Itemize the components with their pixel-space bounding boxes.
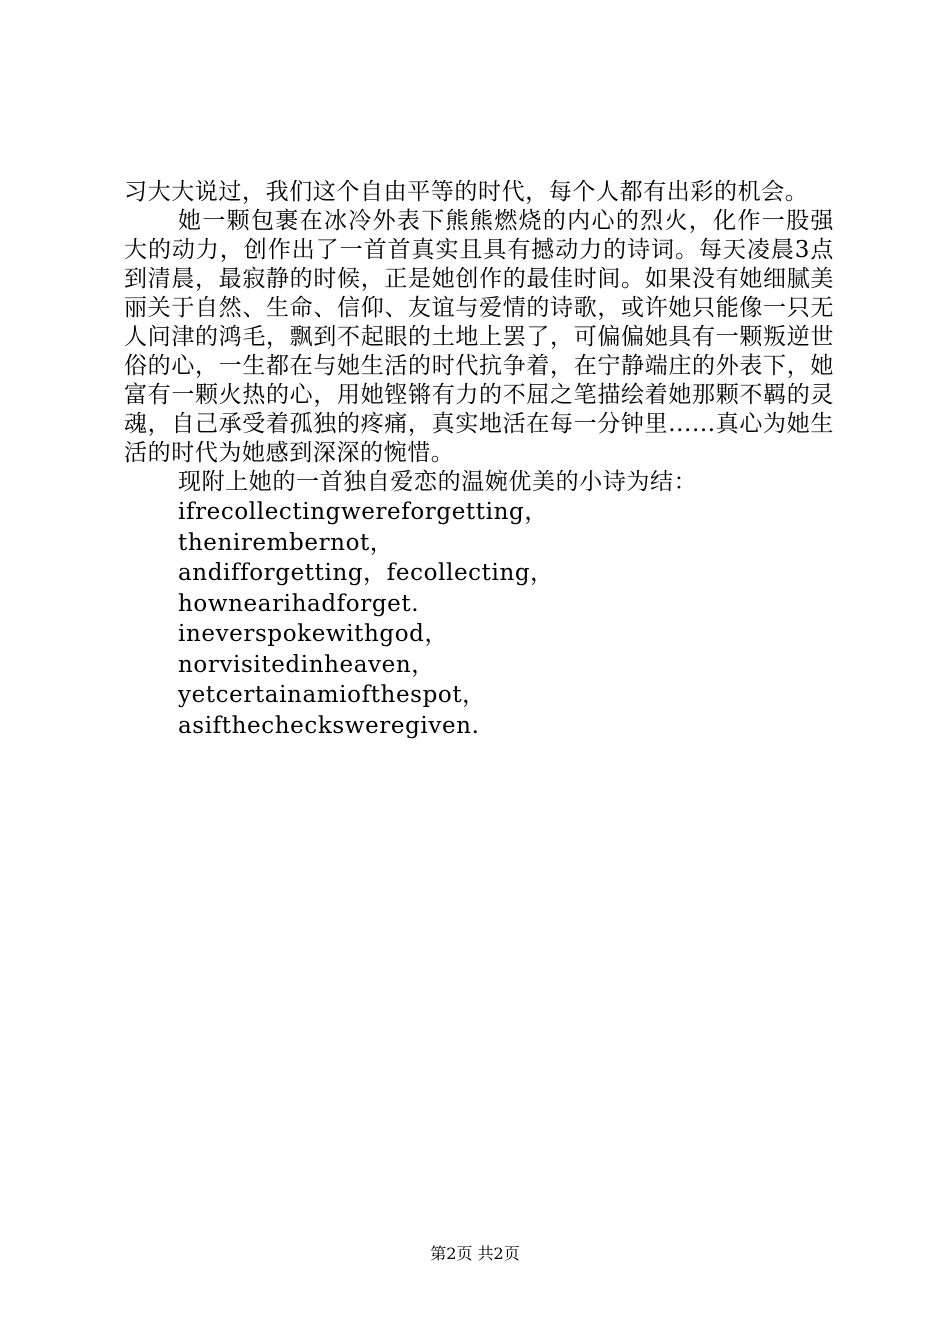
page-number-footer: 第2页 共2页: [430, 1244, 520, 1263]
poem-line: andifforgetting，fecollecting，: [178, 560, 554, 586]
document-body: [124, 178, 834, 741]
poem-line: ineverspokewithgod，: [178, 621, 449, 647]
poem: [124, 497, 834, 741]
paragraph-intro: 习大大说过，我们这个自由平等的时代，每个人都有出彩的机会。: [124, 179, 809, 205]
paragraph-poem-intro: 现附上她的一首独自爱恋的温婉优美的小诗为结：: [178, 469, 698, 495]
poem-line: thenirembernot，: [178, 529, 394, 556]
poem-line: hownearihadforget.: [178, 590, 420, 617]
poem-line: norvisitedinheaven，: [178, 651, 435, 678]
poem-line: ifrecollectingwereforgetting，: [178, 499, 548, 525]
poem-line: asifthechecksweregiven.: [178, 712, 480, 739]
paragraph-main: 她一颗包裹在冰冷外表下熊熊燃烧的内心的烈火，化作一股强大的动力，创作出了一首首真实且具有撼动力的诗词。每天凌晨3点到清晨，最寂静的时候，正是她创作的最佳时间。如果没有她细腻美丽关于自然、生命、信仰、友谊与爱情的诗歌，或许她只能像一只无人问津的鸿毛，飘到不起眼的土地上罢了，可偏偏她具有一颗叛逆世俗的心，一生都在与她生活的时代抗争着，在宁静端庄的外表下，她富有一颗火热的心，用她铿锵有力的不屈之笔描绘着她那颗不羁的灵魂，自己承受着孤独的疼痛，真实地活在每一分钟里......真心为她生活的时代为她感到深深的惋惜。: [124, 208, 834, 466]
poem-line: yetcertainamiofthespot，: [178, 682, 486, 708]
